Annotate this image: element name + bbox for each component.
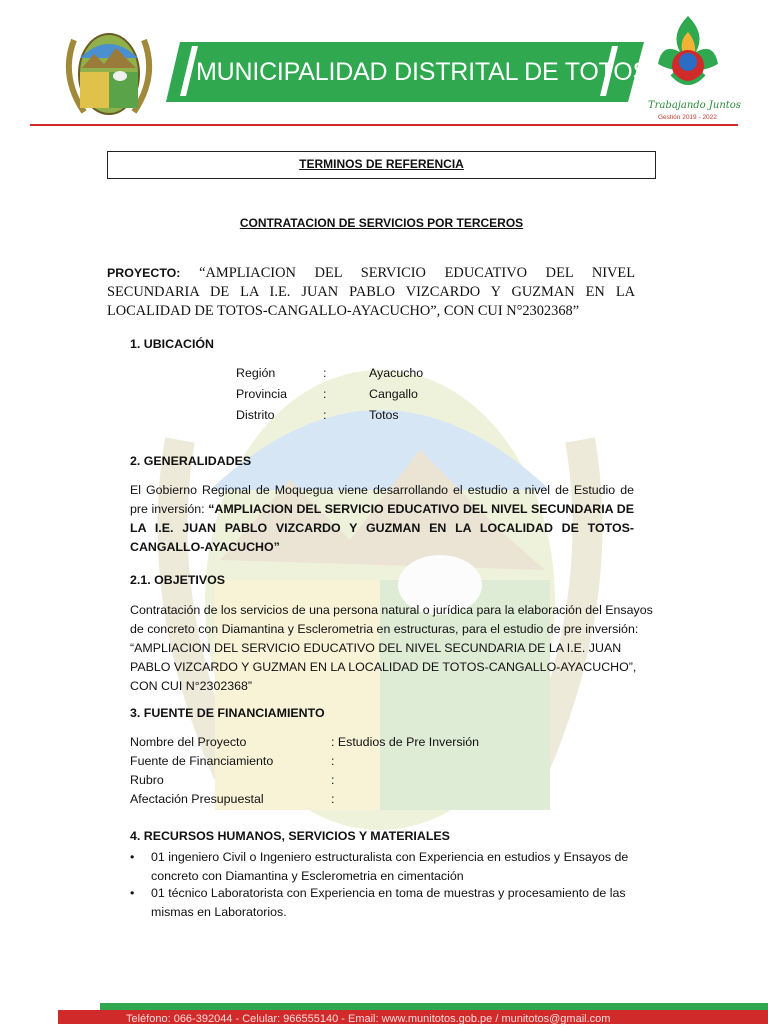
funding-value: : bbox=[331, 754, 335, 768]
resource-item: 01 técnico Laboratorista con Experiencia en toma de muestras y procesamiento de las mismas en Laboratorios. bbox=[151, 886, 626, 919]
funding-label: Afectación Presupuestal bbox=[130, 792, 264, 806]
funding-value: : Estudios de Pre Inversión bbox=[331, 735, 480, 749]
project-paragraph bbox=[107, 264, 635, 321]
section-objectives-heading: 2.1. OBJETIVOS bbox=[130, 573, 226, 587]
location-value: Ayacucho bbox=[369, 366, 424, 380]
administration-logo bbox=[648, 12, 728, 102]
bullet-icon: • bbox=[130, 886, 135, 900]
footer-contact: Teléfono: 066-392044 - Celular: 966555140 - Email: www.munitotos.gob.pe / munitotos@gmail.com bbox=[126, 1013, 611, 1025]
document-title: TERMINOS DE REFERENCIA bbox=[299, 157, 464, 171]
funding-label: Fuente de Financiamiento bbox=[130, 754, 274, 768]
section-location-heading: 1. UBICACIÓN bbox=[130, 337, 214, 351]
overview-text: El Gobierno Regional de Moquegua viene desarrollando el estudio a nivel de Estudio de pre inversión: bbox=[130, 483, 634, 516]
municipality-title: MUNICIPALIDAD DISTRITAL DE TOTOS bbox=[196, 58, 649, 86]
header-divider bbox=[30, 124, 738, 126]
funding-value: : bbox=[331, 773, 335, 787]
funding-label: Rubro bbox=[130, 773, 164, 787]
location-value: Totos bbox=[369, 408, 399, 422]
location-label: Provincia bbox=[236, 387, 287, 401]
objectives-paragraph: Contratación de los servicios de una persona natural o jurídica para la elaboración del Ensayos de concreto con Diamantina y Esclerometria en estructuras, para el estudio de pre inversión: “AMPLIACION DEL SERVICIO EDUCATIVO DEL NIVEL SECUNDARIA DE LA I.E. JUAN PABLO VIZCARDO Y GUZMAN EN LA LOCALIDAD DE TOTOS-CANGALLO-AYACUCHO”, CON CUI N°2302368” bbox=[130, 603, 653, 693]
bullet-icon: • bbox=[130, 850, 135, 864]
project-name: “AMPLIACION DEL SERVICIO EDUCATIVO DEL NIVEL SECUNDARIA DE LA I.E. JUAN PABLO VIZCARDO Y GUZMAN EN LA LOCALIDAD DE TOTOS-CANGALLO-AYACUCHO”, CON CUI N°2302368” bbox=[107, 265, 635, 319]
logo-period: Gestión 2019 - 2022 bbox=[658, 114, 717, 121]
location-value: Cangallo bbox=[369, 387, 418, 401]
resource-item: 01 ingeniero Civil o Ingeniero estructuralista con Experiencia en estudios y Ensayos de concreto con Diamantina y Esclerometria en cimentación bbox=[151, 850, 629, 883]
section-overview-heading: 2. GENERALIDADES bbox=[130, 454, 252, 468]
location-label: Región bbox=[236, 366, 276, 380]
location-separator: : bbox=[323, 408, 327, 422]
funding-value: : bbox=[331, 792, 335, 806]
document-subtitle: CONTRATACION DE SERVICIOS POR TERCEROS bbox=[239, 216, 524, 230]
funding-label: Nombre del Proyecto bbox=[130, 735, 247, 749]
logo-slogan: Trabajando Juntos bbox=[648, 100, 741, 111]
overview-project-name: “AMPLIACION DEL SERVICIO EDUCATIVO DEL NIVEL SECUNDARIA DE LA I.E. JUAN PABLO VIZCARDO Y GUZMAN EN LA LOCALIDAD DE TOTOS-CANGALLO-AYACUCHO” bbox=[130, 502, 634, 554]
location-separator: : bbox=[323, 366, 327, 380]
overview-paragraph bbox=[130, 481, 634, 557]
location-separator: : bbox=[323, 387, 327, 401]
section-resources-heading: 4. RECURSOS HUMANOS, SERVICIOS Y MATERIALES bbox=[130, 829, 450, 843]
section-funding-heading: 3. FUENTE DE FINANCIAMIENTO bbox=[130, 706, 325, 720]
municipal-crest-logo bbox=[58, 28, 160, 118]
location-label: Distrito bbox=[236, 408, 275, 422]
project-label: PROYECTO: bbox=[107, 266, 181, 280]
